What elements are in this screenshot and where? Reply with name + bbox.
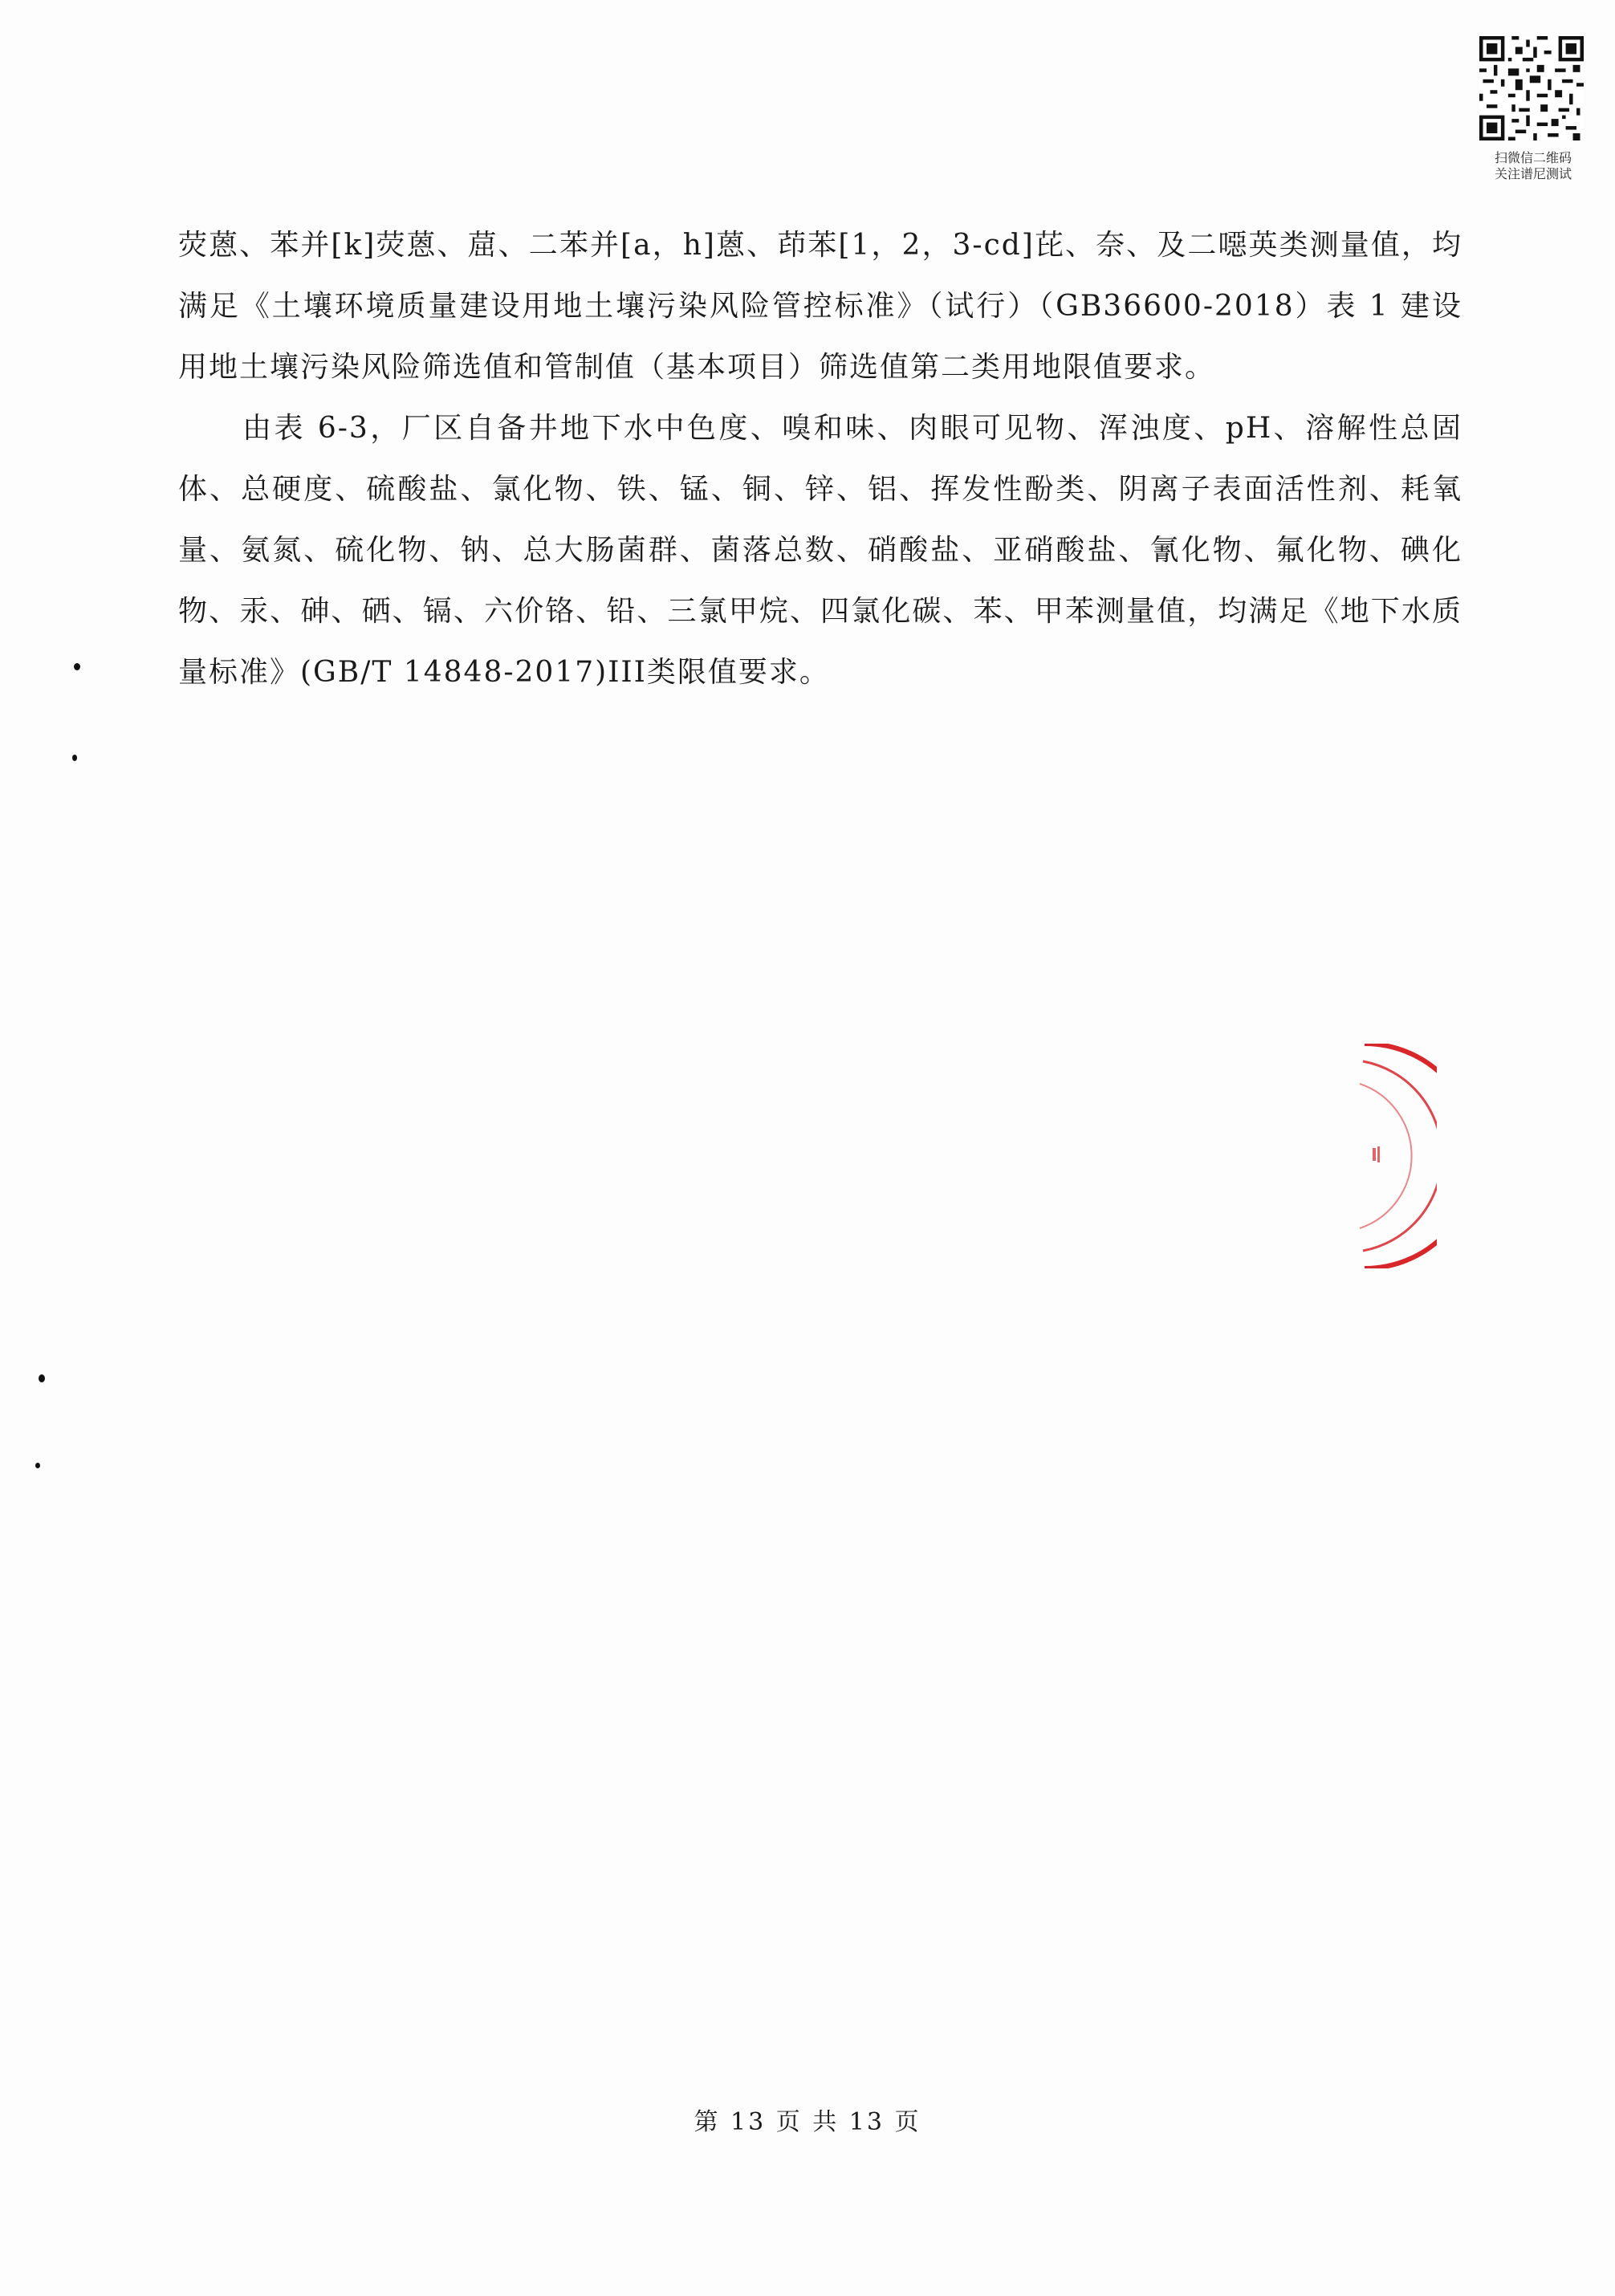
scan-speck xyxy=(72,755,77,761)
qr-caption-line1: 扫微信二维码 xyxy=(1494,150,1572,165)
paragraph-groundwater-conclusion: 由表 6-3，厂区自备井地下水中色度、嗅和味、肉眼可见物、浑浊度、pH、溶解性总固体、总硬度、硫酸盐、氯化物、铁、锰、铜、锌、铝、挥发性酚类、阴离子表面活性剂、耗氧量、氨氮、硫化物、钠、总大肠菌群、菌落总数、硝酸盐、亚硝酸盐、氰化物、氟化物、碘化物、汞、砷、硒、镉、六价铬、铅、三氯甲烷、四氯化碳、苯、甲苯测量值，均满足《地下水质量标准》(GB/T 14848-2017)III类限值要求。 xyxy=(178,412,1462,689)
red-seal-stamp xyxy=(1357,1044,1437,1268)
scan-speck xyxy=(35,1463,40,1468)
qr-code-block xyxy=(1473,36,1593,182)
qr-caption-line2: 关注谱尼测试 xyxy=(1494,166,1572,181)
paragraph-soil-conclusion: 荧蒽、苯并[k]荧蒽、䓛、二苯并[a，h]蒽、茚苯[1，2，3-cd]芘、奈、及二噁英类测量值，均满足《土壤环境质量建设用地土壤污染风险管控标准》（试行）（GB36600-2018）表 1 建设用地土壤污染风险筛选值和管制值（基本项目）筛选值第二类用地限值要求。 xyxy=(178,229,1462,384)
page-number-footer: 第 13 页 共 13 页 xyxy=(694,2108,921,2136)
scan-speck xyxy=(39,1374,45,1382)
scan-speck xyxy=(74,663,80,670)
report-body xyxy=(178,215,1462,703)
qr-code-icon xyxy=(1479,36,1584,140)
